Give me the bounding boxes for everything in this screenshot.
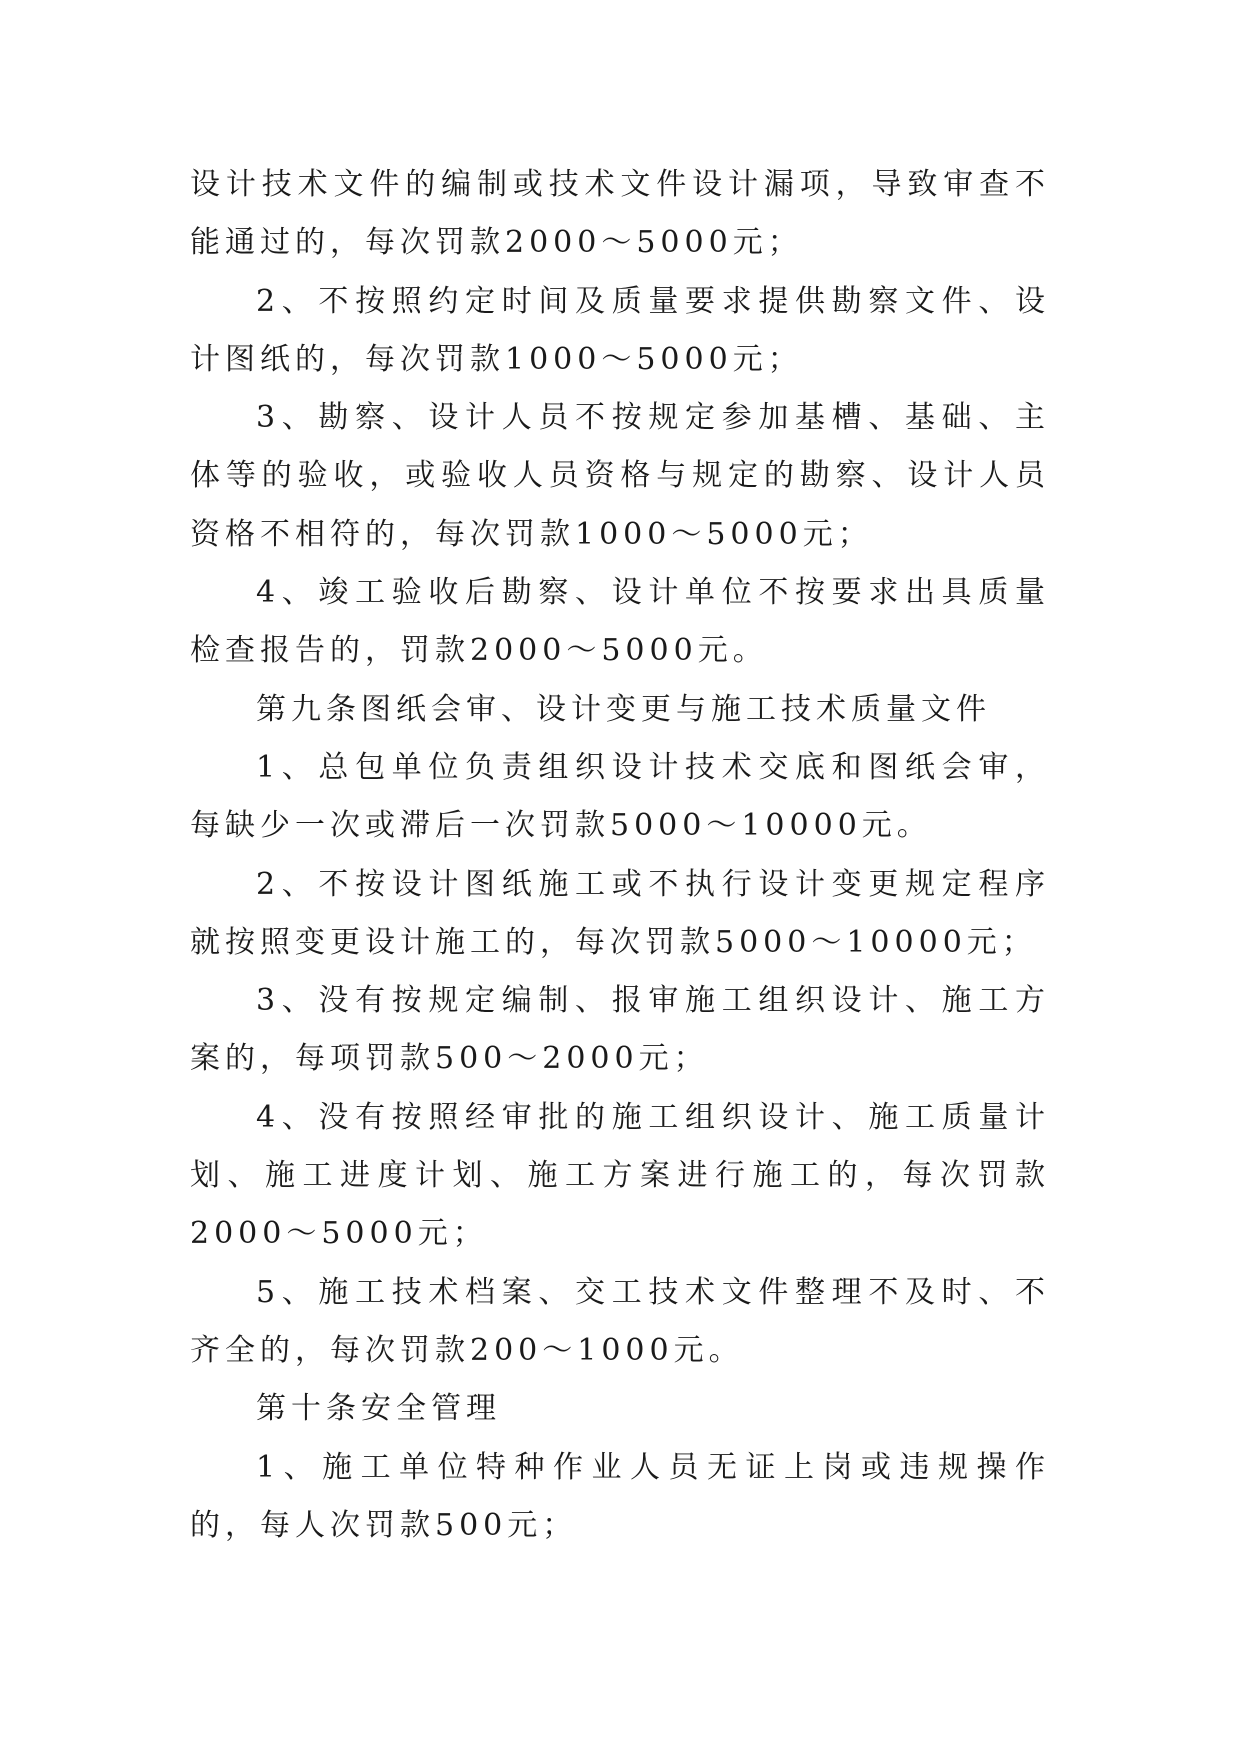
- paragraph-item-2: 2、不按照约定时间及质量要求提供勘察文件、设计图纸的，每次罚款1000～5000元；: [190, 283, 1050, 377]
- document-body: [190, 156, 1050, 1555]
- article-9-item-5: 5、施工技术档案、交工技术文件整理不及时、不齐全的，每次罚款200～1000元。: [190, 1274, 1050, 1368]
- article-10-heading: 第十条安全管理: [256, 1391, 501, 1427]
- article-9-item-1: 1、总包单位负责组织设计技术交底和图纸会审，每缺少一次或滞后一次罚款5000～10000元。: [190, 749, 1050, 844]
- article-9-item-3: 3、没有按规定编制、报审施工组织设计、施工方案的，每项罚款500～2000元；: [190, 983, 1050, 1077]
- paragraph-continuation: 设计技术文件的编制或技术文件设计漏项，导致审查不能通过的，每次罚款2000～5000元；: [190, 167, 1050, 261]
- article-9-item-2: 2、不按设计图纸施工或不执行设计变更规定程序就按照变更设计施工的，每次罚款5000～10000元；: [190, 866, 1050, 960]
- article-9-heading: 第九条图纸会审、设计变更与施工技术质量文件: [256, 691, 991, 727]
- article-10-item-1: 1、施工单位特种作业人员无证上岗或违规操作的，每人次罚款500元；: [190, 1449, 1050, 1543]
- paragraph-item-3: 3、勘察、设计人员不按规定参加基槽、基础、主体等的验收，或验收人员资格与规定的勘察、设计人员资格不相符的，每次罚款1000～5000元；: [190, 400, 1050, 552]
- article-9-item-4: 4、没有按照经审批的施工组织设计、施工质量计划、施工进度计划、施工方案进行施工的，每次罚款2000～5000元；: [190, 1099, 1050, 1252]
- paragraph-item-4: 4、竣工验收后勘察、设计单位不按要求出具质量检查报告的，罚款2000～5000元。: [190, 575, 1050, 669]
